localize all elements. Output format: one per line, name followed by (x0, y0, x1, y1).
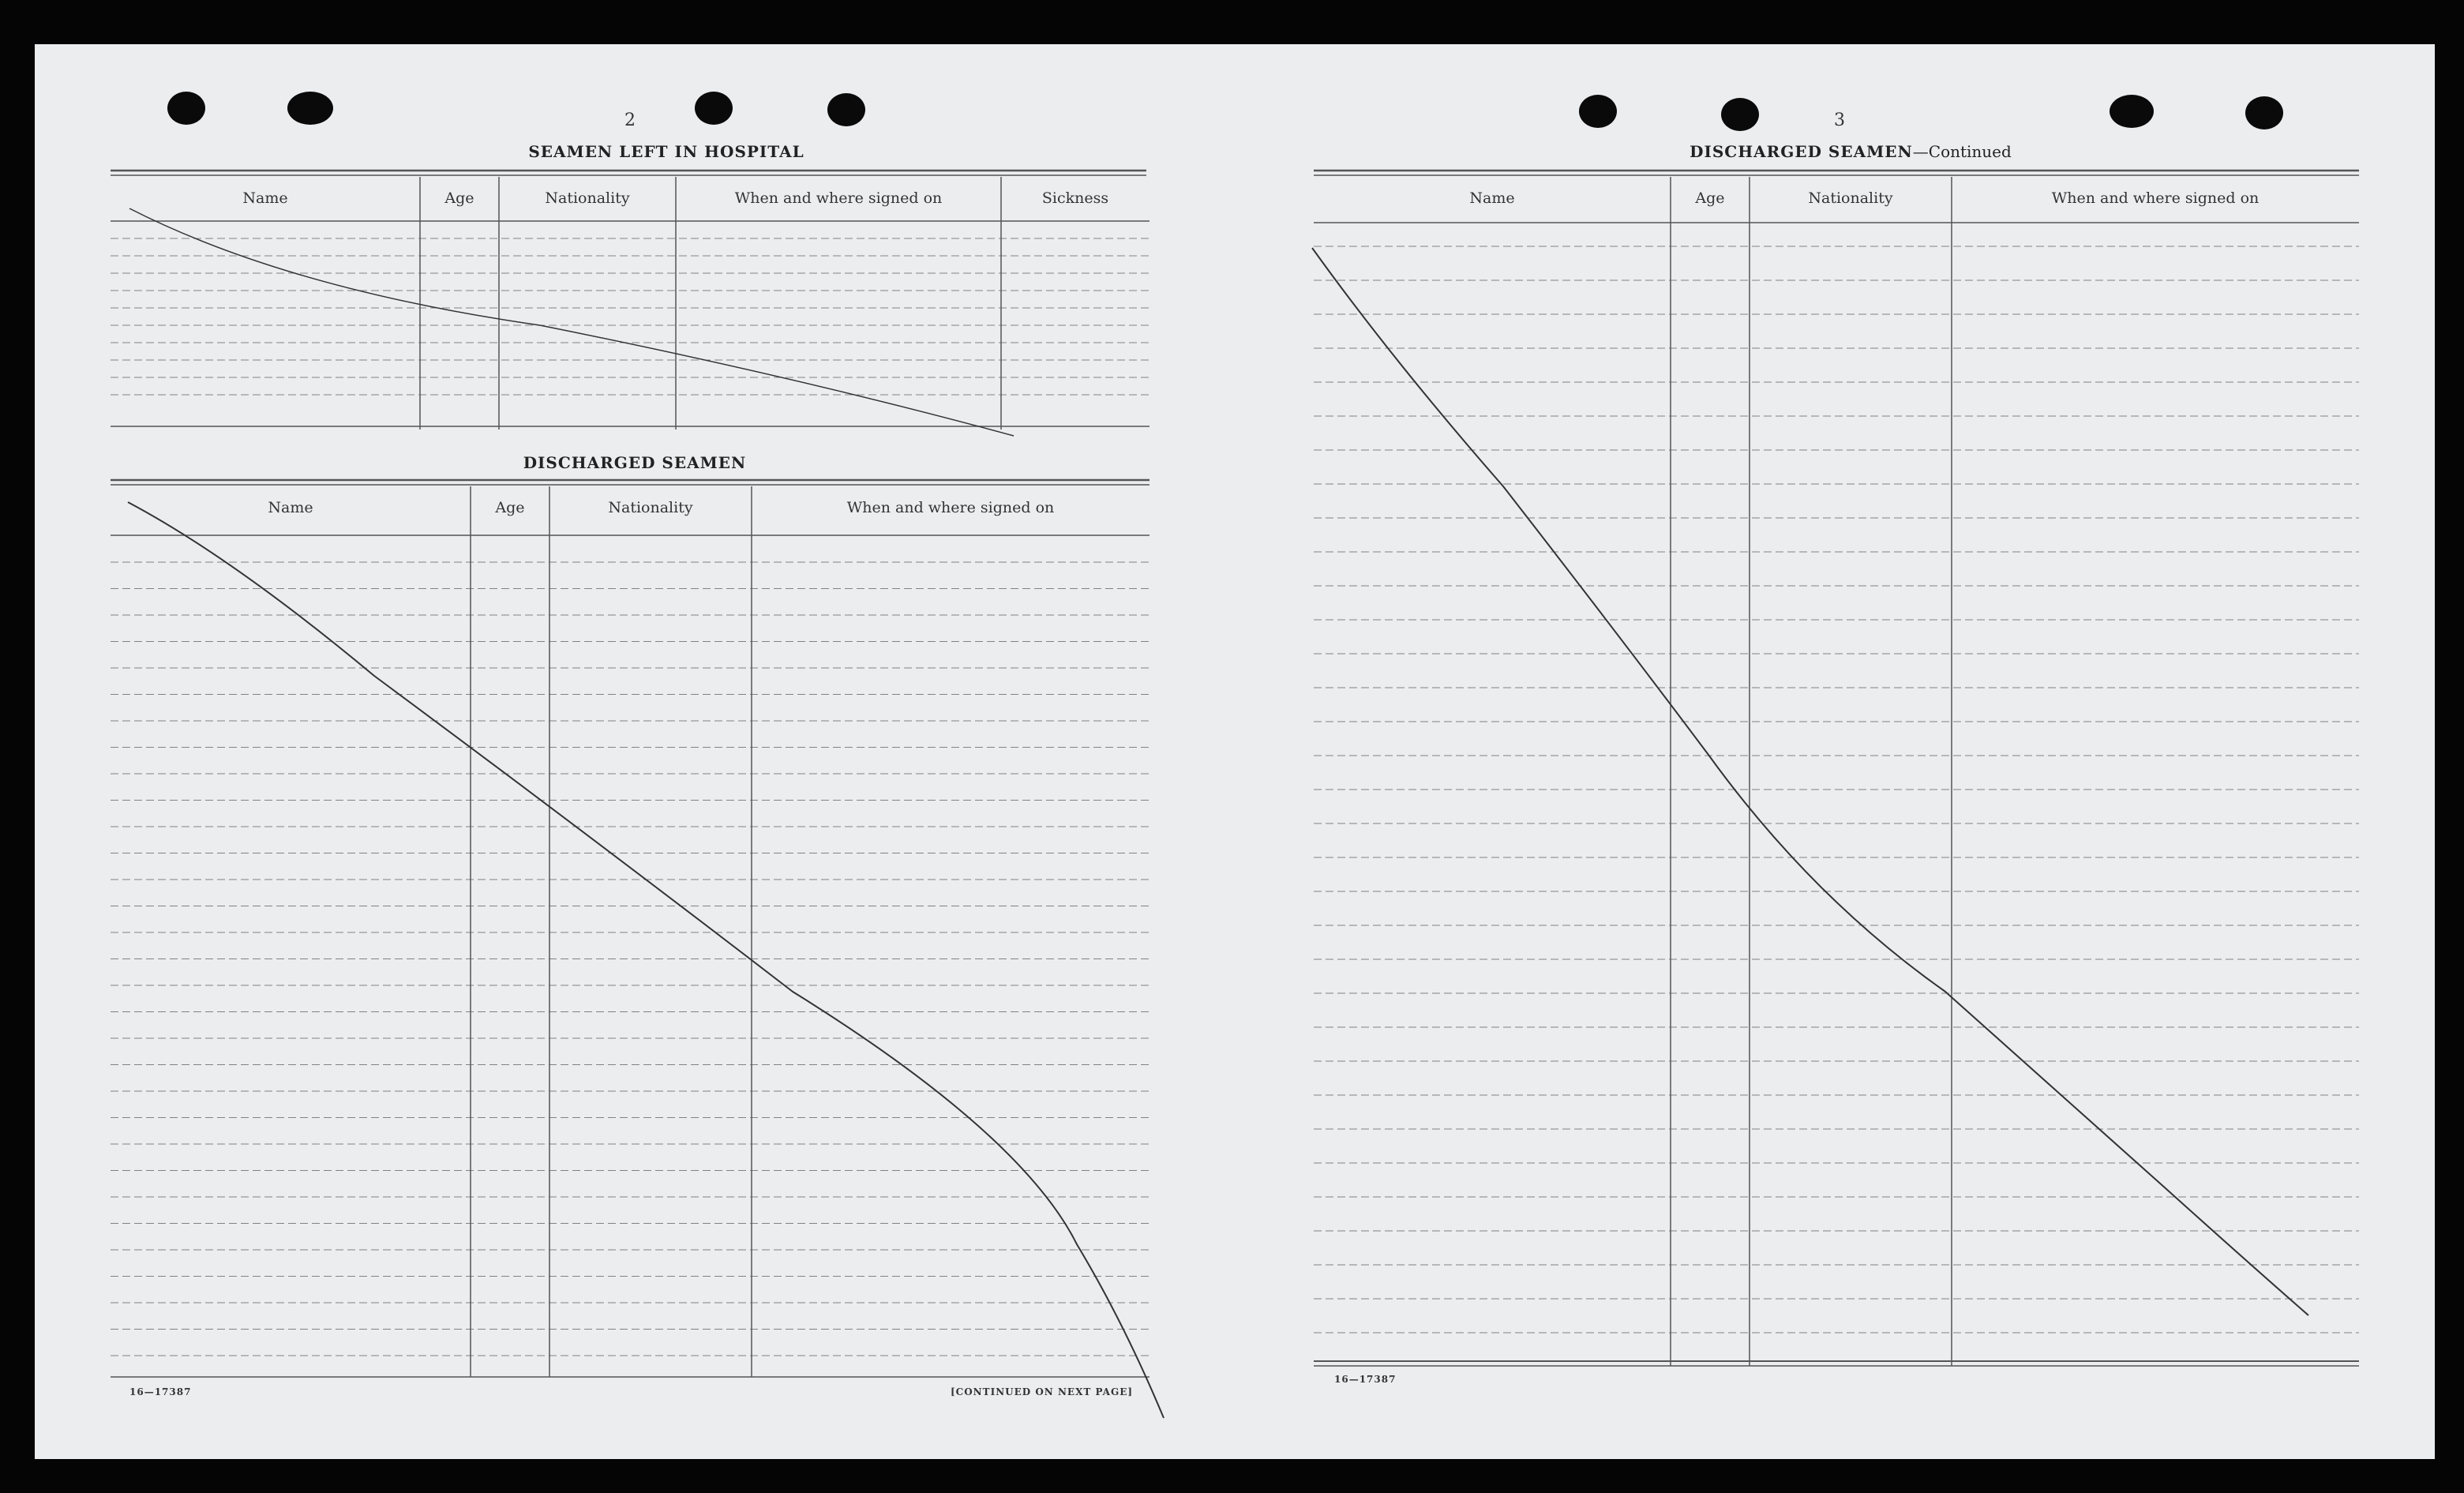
continued-section-title (1535, 142, 2166, 161)
discharged-section-title: DISCHARGED SEAMEN (523, 453, 747, 472)
cancel-stroke (1312, 248, 2308, 1315)
document-scan (35, 44, 2435, 1459)
discharged-col-signed-on: When and where signed on (846, 499, 1055, 516)
page-number-right: 3 (1834, 111, 1845, 130)
hospital-col-sickness: Sickness (1041, 189, 1109, 207)
hospital-section-title: SEAMEN LEFT IN HOSPITAL (528, 142, 804, 161)
ruled-form-lines (35, 44, 2435, 1459)
continued-col-signed-on: When and where signed on (2051, 189, 2260, 207)
hospital-col-nationality: Nationality (545, 189, 630, 207)
continued-section-title-main: DISCHARGED SEAMEN (1690, 142, 1913, 161)
cancel-stroke (128, 502, 1164, 1418)
form-number-right: 16—17387 (1334, 1374, 1397, 1385)
discharged-col-age: Age (495, 499, 525, 516)
cancel-stroke (129, 208, 1014, 436)
continued-col-nationality: Nationality (1808, 189, 1893, 207)
form-number-left: 16—17387 (129, 1386, 192, 1397)
hospital-col-age: Age (444, 189, 474, 207)
continued-col-name: Name (1469, 189, 1515, 207)
page-number-left: 2 (624, 111, 636, 130)
continued-section-title-suffix: —Continued (1912, 142, 2012, 161)
hospital-col-signed-on: When and where signed on (734, 189, 943, 207)
discharged-col-name: Name (268, 499, 313, 516)
hospital-col-name: Name (242, 189, 288, 207)
continued-note: [CONTINUED ON NEXT PAGE] (951, 1386, 1134, 1397)
discharged-col-nationality: Nationality (608, 499, 693, 516)
continued-col-age: Age (1695, 189, 1725, 207)
